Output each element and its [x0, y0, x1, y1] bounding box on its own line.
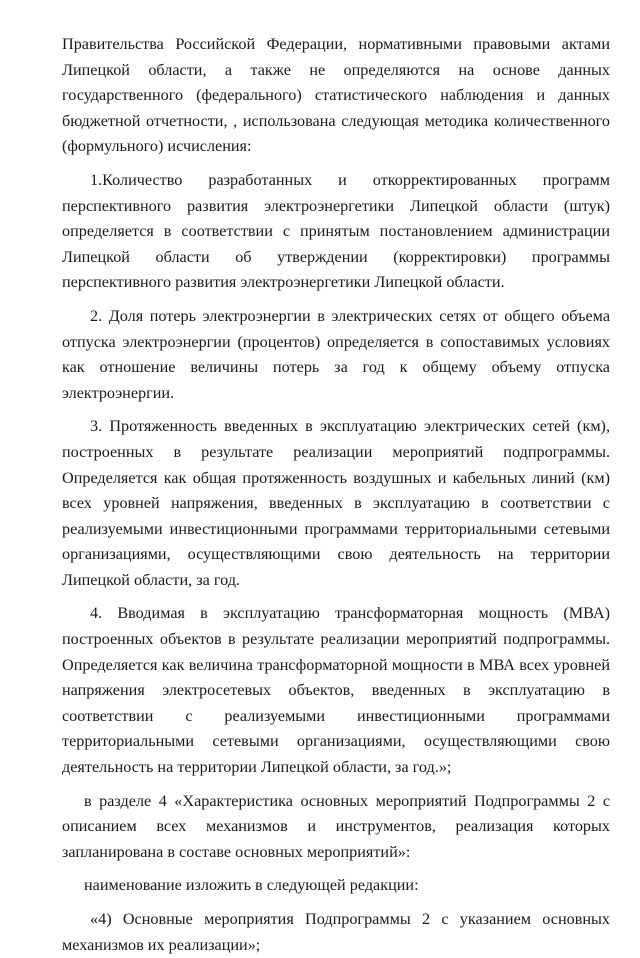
- paragraph-intro: Правительства Российской Федерации, нормативными правовыми актами Липецкой области, а также не определяются на основе данных государственного (федерального) статистического наблюдения и данных бюджетной отчетности, , использована следующая методика количественного (формульного) исчисления:: [62, 35, 610, 156]
- document-body: [62, 32, 610, 958]
- paragraph-item-2: 2. Доля потерь электроэнергии в электрических сетях от общего объема отпуска электроэнергии (процентов) определяется в сопоставимых условиях как отношение величины потерь за год к общему объему отпуска электроэнергии.: [62, 306, 610, 402]
- paragraph-item-3: 3. Протяженность введенных в эксплуатацию электрических сетей (км), построенных в результате реализации мероприятий подпрограммы. Определяется как общая протяженность воздушных и кабельных линий (км) всех уровней напряжения, введенных в эксплуатацию в соответствии с реализуемыми инвестиционными программами территориальными сетевыми организациями, осуществляющими свою деятельность на территории Липецкой области, за год.: [62, 417, 610, 589]
- paragraph-item-1: 1.Количество разработанных и откорректированных программ перспективного развития электроэнергетики Липецкой области (штук) определяется в соответствии с принятым постановлением администрации Липецкой области об утверждении (корректировки) программы перспективного развития электроэнергетики Липецкой области.: [62, 170, 610, 292]
- paragraph-section-4: в разделе 4 «Характеристика основных мероприятий Подпрограммы 2 с описанием всех механизмов и инструментов, реализация которых запланирована в составе основных мероприятий»:: [62, 791, 610, 861]
- paragraph-item-4: 4. Вводимая в эксплуатацию трансформаторная мощность (МВА) построенных объектов в результате реализации мероприятий подпрограммы. Определяется как величина трансформаторной мощности в МВА всех уровней напряжения электросетевых объектов, введенных в эксплуатацию в соответствии с реализуемыми инвестиционными программами территориальными сетевыми организациями, осуществляющими свою деятельность на территории Липецкой области, за год.»;: [62, 604, 610, 777]
- paragraph-new-title: «4) Основные мероприятия Подпрограммы 2 с указанием основных механизмов их реализации»;: [62, 910, 610, 954]
- paragraph-naming: наименование изложить в следующей редакции:: [84, 876, 419, 895]
